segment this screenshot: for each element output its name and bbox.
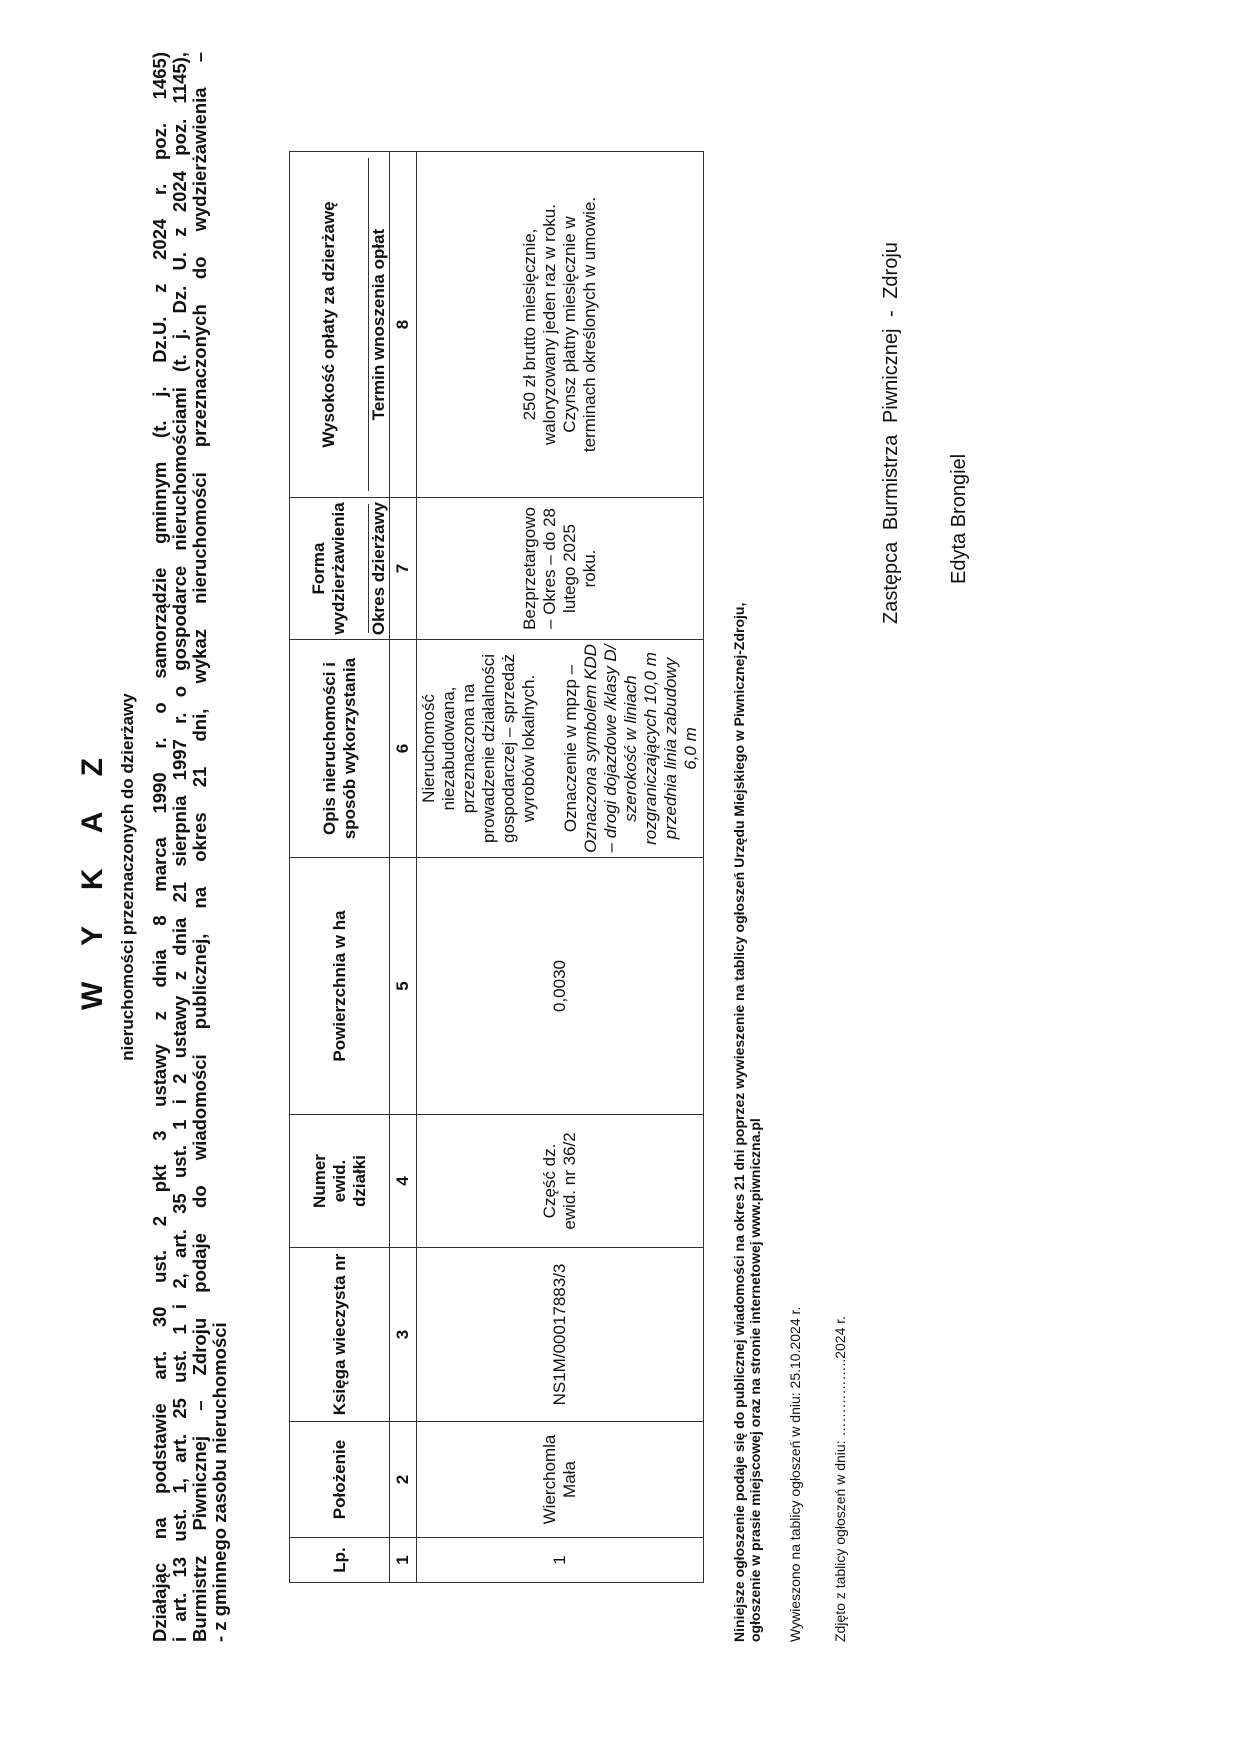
posted-date: Wywieszono na tablicy ogłoszeń w dniu: 25.10.2024 r. — [787, 1306, 803, 1642]
intro-line: - z gminnego zasobu nieruchomości — [209, 1322, 230, 1642]
cell-oplata: 250 zł brutto miesięcznie, waloryzowany jeden raz w roku. Czynsz płatny miesięcznie w terminach określonych w umowie. — [417, 152, 704, 498]
intro-line: Działając na podstawie art. 30 ust. 2 pkt 3 ustawy z dnia 8 marca 1990 r. o samorządzie gminnym (t. j. Dz.U. z 2024 r. poz. 1465) — [149, 52, 170, 1642]
page-subtitle: nieruchomości przeznaczonych do dzierżawy — [118, 693, 137, 1061]
opis-mpzp-details: Oznaczona symbolem KDD – drogi dojazdowe /klasy D/ szerokość w liniach rozgraniczających 10,0 m przednia linia zabudowy 6,0 m — [581, 644, 700, 853]
publication-note — [731, 142, 763, 1642]
cell-ksiega: NS1M/00017883/3 — [417, 1248, 704, 1422]
table-header-row — [290, 152, 390, 1583]
column-number: 8 — [390, 152, 417, 498]
cell-powierzchnia: 0,0030 — [417, 858, 704, 1115]
column-number: 2 — [390, 1422, 417, 1538]
header-oplata — [290, 152, 390, 498]
column-number: 6 — [390, 640, 417, 858]
table-row — [417, 152, 704, 1583]
publication-note-line: ogłoszenie w prasie miejscowej oraz na stronie internetowej www.piwniczna.pl — [747, 1118, 763, 1642]
column-number: 1 — [390, 1538, 417, 1583]
cell-polozenie: Wierchomla Mała — [417, 1422, 704, 1538]
column-number: 4 — [390, 1115, 417, 1248]
signature-name: Edyta Brongiel — [948, 453, 970, 584]
header-forma: Forma wydzierżawienia — [290, 504, 369, 633]
header-numer: Numer ewid. działki — [290, 1115, 390, 1248]
header-okres: Okres dzierżawy — [369, 501, 388, 636]
header-termin: Termin wnoszenia opłat — [369, 228, 388, 421]
cell-lp: 1 — [417, 1538, 704, 1583]
header-polozenie: Położenie — [290, 1422, 390, 1538]
header-opis: Opis nieruchomości i sposób wykorzystania — [290, 640, 390, 858]
removed-date: Zdjęto z tablicy ogłoszeń w dniu: ……………..2024 r. — [832, 1315, 848, 1642]
cell-numer: Część dz. ewid. nr 36/2 — [417, 1115, 704, 1248]
signature-title: Zastępca Burmistrza Piwnicznej - Zdroju — [880, 242, 902, 624]
header-wysokosc: Wysokość opłaty za dzierżawę — [290, 158, 369, 491]
column-number: 3 — [390, 1248, 417, 1422]
header-lp: Lp. — [290, 1538, 390, 1583]
property-table — [289, 151, 704, 1583]
column-number-row — [390, 152, 417, 1583]
intro-line: Burmistrz Piwnicznej – Zdroju podaje do wiadomości publicznej, na okres 21 dni, wykaz nieruchomości przeznaczonych do wydzierżawienia – — [189, 52, 210, 1642]
cell-forma-okres: Bezprzetargowo – Okres – do 28 lutego 2025 roku. — [417, 498, 704, 640]
column-number: 7 — [390, 498, 417, 640]
intro-paragraph — [150, 52, 230, 1642]
opis-description: Nieruchomość niezabudowana, przeznaczona na prowadzenie działalności gospodarczej – sprzedaż wyrobów lokalnych. — [419, 654, 538, 844]
intro-line: i art. 13 ust. 1, art. 25 ust. 1 i 2, art. 35 ust. 1 i 2 ustawy z dnia 21 sierpnia 1997 r. o gospodarce nieruchomościami (t. j. Dz. U. z 2024 poz. 1145), — [169, 52, 190, 1642]
header-ksiega: Księga wieczysta nr — [290, 1248, 390, 1422]
header-powierzchnia: Powierzchnia w ha — [290, 858, 390, 1115]
opis-mpzp-label: Oznaczenie w mpzp – — [561, 664, 580, 833]
page-title: W Y K A Z — [76, 744, 109, 1011]
column-number: 5 — [390, 858, 417, 1115]
publication-note-line: Niniejsze ogłoszenie podaje się do publicznej wiadomości na okres 21 dni poprzez wywieszenie na tablicy ogłoszeń Urzędu Miejskiego w Piwnicznej-Zdroju, — [731, 602, 747, 1642]
cell-opis — [417, 640, 704, 858]
header-forma-okres — [290, 498, 390, 640]
